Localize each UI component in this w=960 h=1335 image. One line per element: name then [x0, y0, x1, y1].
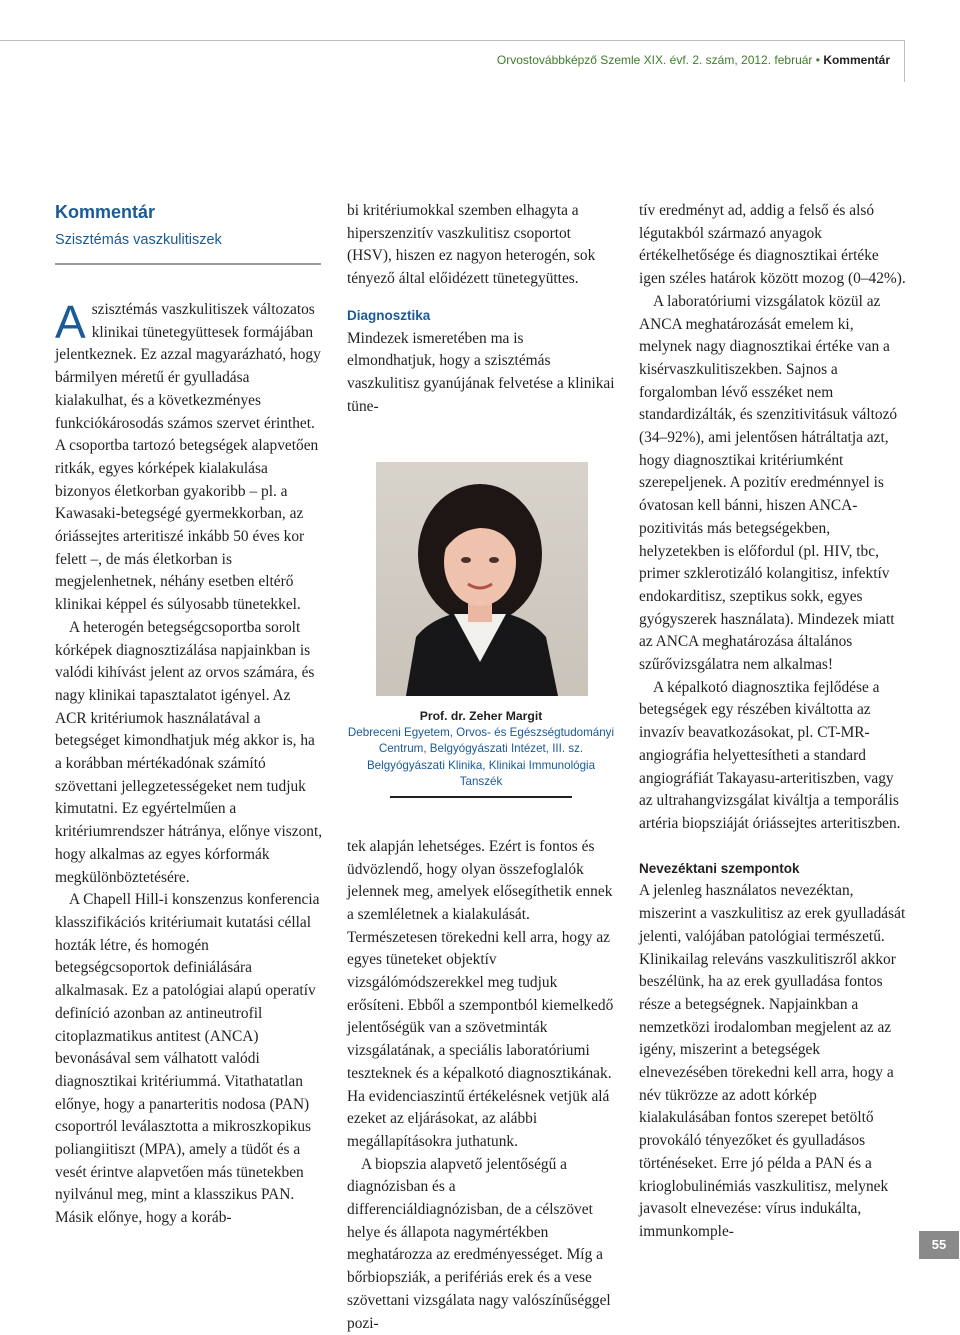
header-rule — [0, 40, 905, 41]
author-affiliation: Debreceni Egyetem, Orvos- és Egészségtudományi Centrum, Belgyógyászati Intézet, III. sz. Belgyógyászati Klinika, Klinikai Immunológia Tanszék — [347, 725, 615, 789]
article-subtitle: Szisztémás vaszkulitiszek — [55, 232, 222, 248]
section-title: Kommentár — [55, 202, 156, 222]
caption-rule — [390, 796, 572, 798]
subheading-diagnosztika: Diagnosztika — [347, 307, 431, 323]
paragraph: Mindezek ismeretében ma is elmondhatjuk, hogy a szisztémás vaszkulitisz gyanújának felvetése a klinikai tüne- — [347, 329, 615, 415]
column-2 — [347, 200, 615, 1335]
paragraph: A biopszia alapvető jelentőségű a diagnózisban és a differenciáldiagnózisban, de a célszövet helye és állapota nagymértékben meghatározza az eredményességet. Míg a bőrbiopsziák, a perifériás erek és a vese szövettani vizsgálata nagy valószínűséggel pozi- — [347, 1155, 611, 1332]
page-number: 55 — [919, 1231, 959, 1259]
running-head-section: Kommentár — [823, 53, 890, 67]
paragraph: tív eredményt ad, addig a felső és alsó légutakból származó anyagok értékelhetősége és diagnosztikai értéke igen széles határok között mozog (0–42%). — [639, 202, 906, 288]
author-portrait — [376, 462, 588, 696]
paragraph: A Chapell Hill-i konszenzus konferencia klasszifikációs kritériumait kutatási céllal hozták létre, és homogén betegségcsoportok definiálására alkalmasak. Ez a patológiai alapú operatív definíció azonban az antineutrofil citoplazmatikus antitest (ANCA) bevonásával sem válhatott valódi diagnosztikai kritériummá. Vitathatatlan előnye, hogy a panarteritis nodosa (PAN) csoportról leválasztotta a mikroszkopikus poliangiitiszt (MPA), amely a tüdőt és a vesét érintve alapvetően más tünetekben nyilvánul meg, mint a klasszikus PAN. Másik előnye, hogy a koráb- — [55, 891, 320, 1227]
drop-cap: A — [55, 296, 86, 348]
title-rule — [55, 263, 321, 265]
paragraph: A képalkotó diagnosztika fejlődése a betegségek egy részében kiváltotta az invazív beavatkozásokat, pl. CT-MR-angiográfia helyettesítheti a standard angiográfiát Takayasu-arteritiszben, vagy az ultrahangvizsgálat kiváltja a temporális artéria biopsziáját óriássejtes arteritiszben. — [639, 678, 901, 832]
bullet: • — [815, 53, 820, 67]
portrait-image — [376, 462, 588, 696]
paragraph: Aszisztémás vaszkulitiszek változatos klinikai tünetegyüttesek formájában jelentkeznek. Ez azzal magyarázható, hogy bármilyen méretű ér gyulladása kialakulhat, és a következményes funkciókárosodás számos szervet érinthet. A csoportba tartozó betegségek alapvetően ritkák, egyes kórképek kialakulása bizonyos életkorban gyakoribb – pl. a Kawasaki-betegségé gyermekkorban, az óriássejtes arteritiszé inkább 50 éves kor felett –, de más életkorban is megjelenhetnek, néhány esetben eltérő klinikai képpel és súlyosabb tünetekkel. — [55, 296, 321, 614]
subheading-nevezektani: Nevezéktani szempontok — [639, 860, 800, 876]
running-head — [497, 53, 890, 67]
photo-caption — [347, 708, 615, 791]
paragraph: A jelenleg használatos nevezéktan, miszerint a vaszkulitisz az erek gyulladását jelenti, valójában patológiai természetű. Klinikailag releváns vaszkulitiszről akkor beszélünk, ha az erek gyulladása fontos része a betegségnek. Napjainkban a nemzetközi irodalomban megjelent az az igény, miszerint a betegségek elnevezésében törekedni kell arra, hogy a név tükrözze az adott kórkép kialakulásában fontos szerepet betöltő provokáló tényezőket és gyulladásos történéseket. Erre jó példa a PAN és a krioglobulinémiás vaszkulitisz, melynek javasolt elnevezése: vírus indukálta, immunkomple- — [639, 882, 906, 1240]
journal-info: Orvostovábbképző Szemle XIX. évf. 2. szám, 2012. február — [496, 53, 813, 67]
paragraph: bi kritériumokkal szemben elhagyta a hiperszenzitív vaszkulitisz csoportot (HSV), hiszen ez nagyon heterogén, sok tényező által előidézett tünetegyüttes. — [347, 202, 596, 288]
paragraph: A heterogén betegségcsoportba sorolt kórképek diagnosztizálása napjainkban is valódi kihívást jelent az orvos számára, és nagy klinikai tapasztalatot igényel. Az ACR kritériumok használatával a betegséget kimondhatjuk még akkor is, ha a korábban mértékadónak számító szövettani jellegzetességeket nem tudjuk kimutatni. Ez egyértelműen a kritériumrendszer hátránya, előnye viszont, hogy alkalmas az egyes kórformák megkülönböztetésére. — [55, 618, 323, 886]
column-3 — [639, 200, 907, 1244]
author-name: Prof. dr. Zeher Margit — [419, 709, 543, 724]
column-1 — [55, 200, 323, 1230]
paragraph: A laboratóriumi vizsgálatok közül az ANCA meghatározását emelem ki, melynek nagy diagnosztikai értéke van a kisérvaszkulitiszekben. Sajnos a forgalomban lévő esszéket nem standardizálták, és szenzitivitásuk változó (34–92%), ami jelentősen hátráltatja azt, hogy diagnosztikai kritériumként szerepeljenek. A pozitív eredménnyel is óvatosan kell bánni, hiszen ANCA-pozitivitás más betegségekben, helyzetekben is előfordul (pl. HIV, tbc, primer szklerotizáló kolangitisz, infektív endokarditisz, szeptikus sokk, egyes gyógyszerek használata). Mindezek miatt az ANCA meghatározása általános szűrővizsgálatra nem alkalmas! — [639, 292, 898, 674]
paragraph: tek alapján lehetséges. Ezért is fontos és üdvözlendő, hogy olyan összefoglalók jelennek meg, amelyek elősegíthetik ennek a szemléletnek a kialakulását. Természetesen törekedni kell arra, hogy az egyes tüneteket objektív vizsgálómódszerekkel meg tudjuk erősíteni. Ebből a szempontból kiemelkedő jelentőségük van a szövetminták vizsgálatának, a speciális laboratóriumi teszteknek és a képalkotó diagnosztikának. Ha evidenciaszintű értékelésnek vetjük alá ezeket az eljárásokat, az alábbi megállapításokra juthatunk. — [347, 837, 614, 1150]
header-vertical-rule — [904, 40, 905, 82]
